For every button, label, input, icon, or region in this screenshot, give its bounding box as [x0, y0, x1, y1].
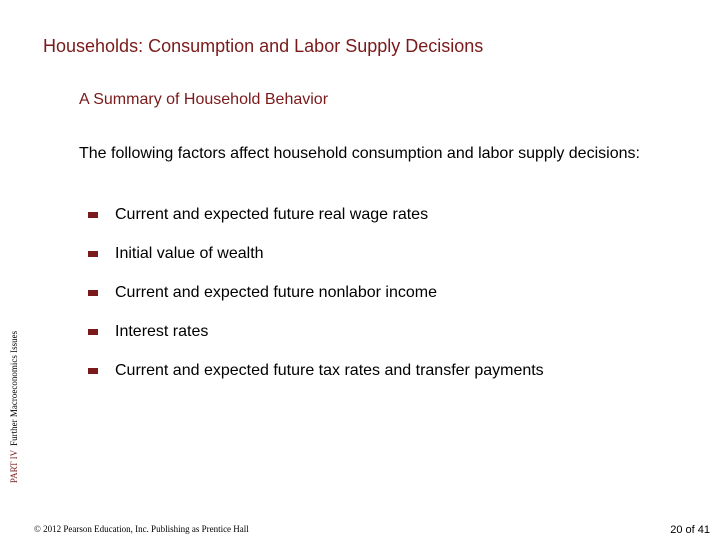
intro-text: The following factors affect household consumption and labor supply decisions:: [79, 145, 640, 162]
bullet-label: Current and expected future tax rates and transfer payments: [115, 362, 544, 379]
part-number: PART IV: [9, 449, 19, 484]
bullet-square-icon: [88, 329, 98, 335]
section-heading: A Summary of Household Behavior: [79, 91, 329, 108]
bullet-label: Current and expected future real wage rates: [115, 206, 429, 223]
bullet-square-icon: [88, 368, 98, 374]
part-title: Further Macroeconomics Issues: [9, 330, 19, 446]
bullet-item: [88, 205, 544, 244]
bullet-item: [88, 361, 544, 400]
bullet-label: Interest rates: [115, 323, 209, 340]
bullet-square-icon: [88, 251, 98, 257]
bullet-label: Initial value of wealth: [115, 245, 264, 262]
page-number: 20 of 41: [670, 524, 710, 536]
bullet-square-icon: [88, 212, 98, 218]
vertical-part-label: [8, 307, 20, 507]
bullet-list: [88, 205, 544, 400]
bullet-item: [88, 322, 544, 361]
bullet-square-icon: [88, 290, 98, 296]
slide-title: Households: Consumption and Labor Supply Decisions: [43, 36, 484, 56]
bullet-item: [88, 283, 544, 322]
copyright-notice: © 2012 Pearson Education, Inc. Publishing as Prentice Hall: [34, 524, 249, 534]
bullet-item: [88, 244, 544, 283]
bullet-label: Current and expected future nonlabor income: [115, 284, 437, 301]
